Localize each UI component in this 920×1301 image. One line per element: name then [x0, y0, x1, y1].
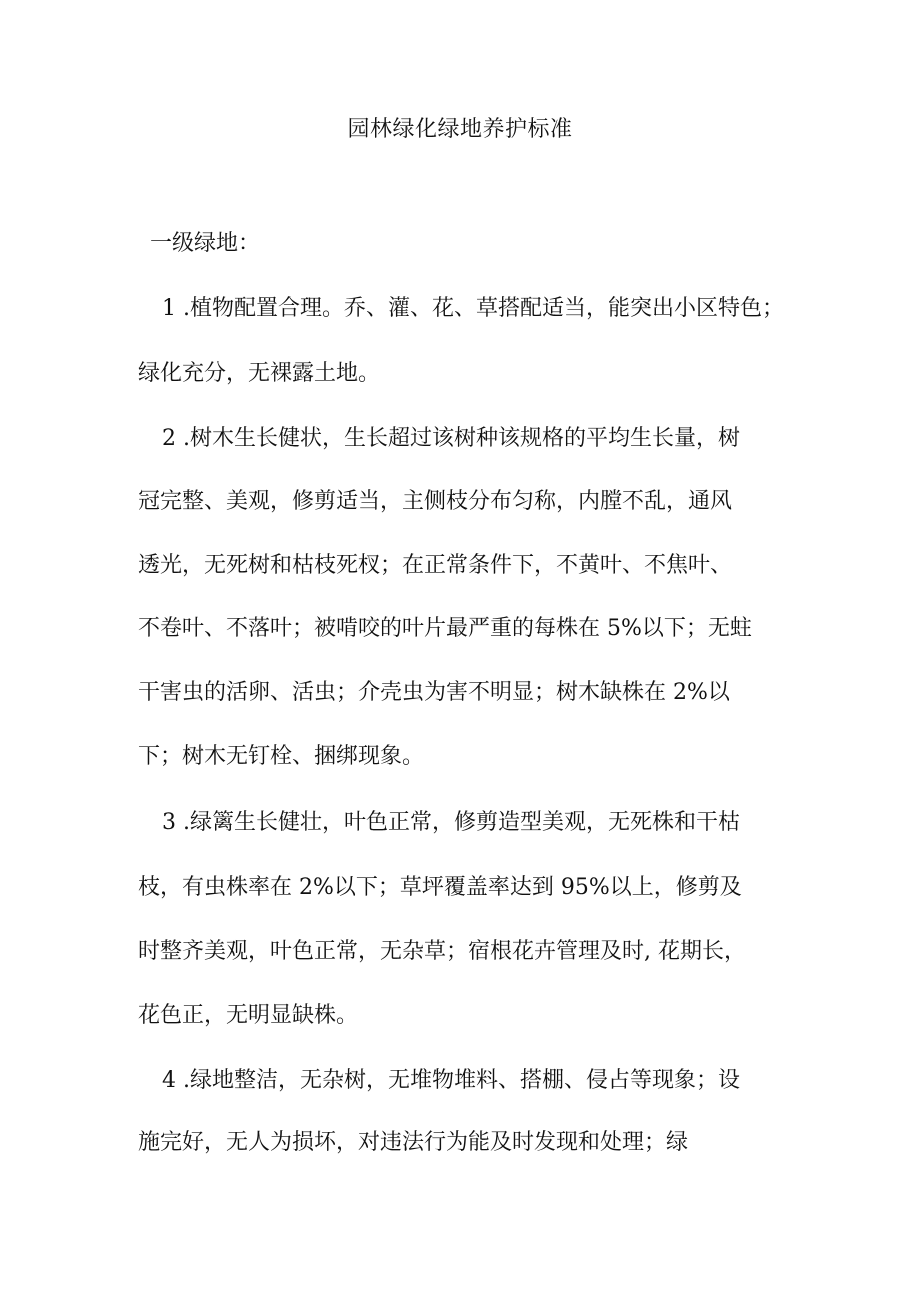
paragraph-line: 枝，有虫株率在 2%以下；草坪覆盖率达到 95%以上，修剪及 [138, 875, 742, 900]
paragraph-line: 干害虫的活卵、活虫；介壳虫为害不明显；树木缺株在 2%以 [138, 680, 730, 705]
paragraph-line: 不卷叶、不落叶；被啃咬的叶片最严重的每株在 5%以下；无蛀 [138, 616, 752, 641]
paragraph-line: 时整齐美观，叶色正常，无杂草；宿根花卉管理及时, 花期长， [138, 939, 746, 964]
paragraph-line: 绿化充分，无裸露土地。 [138, 361, 381, 386]
paragraph-line: 4 .绿地整洁，无杂树，无堆物堆料、搭棚、侵占等现象；设 [162, 1068, 740, 1093]
paragraph-line: 透光，无死树和枯枝死杈；在正常条件下，不黄叶、不焦叶、 [138, 553, 733, 578]
paragraph-line: 3 .绿篱生长健壮，叶色正常，修剪造型美观，无死株和干枯 [162, 810, 740, 835]
paragraph-line: 1 .植物配置合理。乔、灌、花、草搭配适当，能突出小区特色； [162, 296, 784, 321]
paragraph-line: 2 .树木生长健状，生长超过该树种该规格的平均生长量，树 [162, 426, 740, 451]
paragraph-line: 施完好，无人为损坏，对违法行为能及时发现和处理；绿 [138, 1130, 689, 1155]
section-heading: 一级绿地： [150, 231, 261, 256]
paragraph-line: 花色正，无明显缺株。 [138, 1003, 359, 1028]
paragraph-line: 冠完整、美观，修剪适当，主侧枝分布匀称，内膛不乱，通风 [138, 489, 733, 514]
paragraph-line: 下；树木无钉栓、捆绑现象。 [138, 744, 425, 769]
document-title: 园林绿化绿地养护标准 [347, 117, 573, 142]
